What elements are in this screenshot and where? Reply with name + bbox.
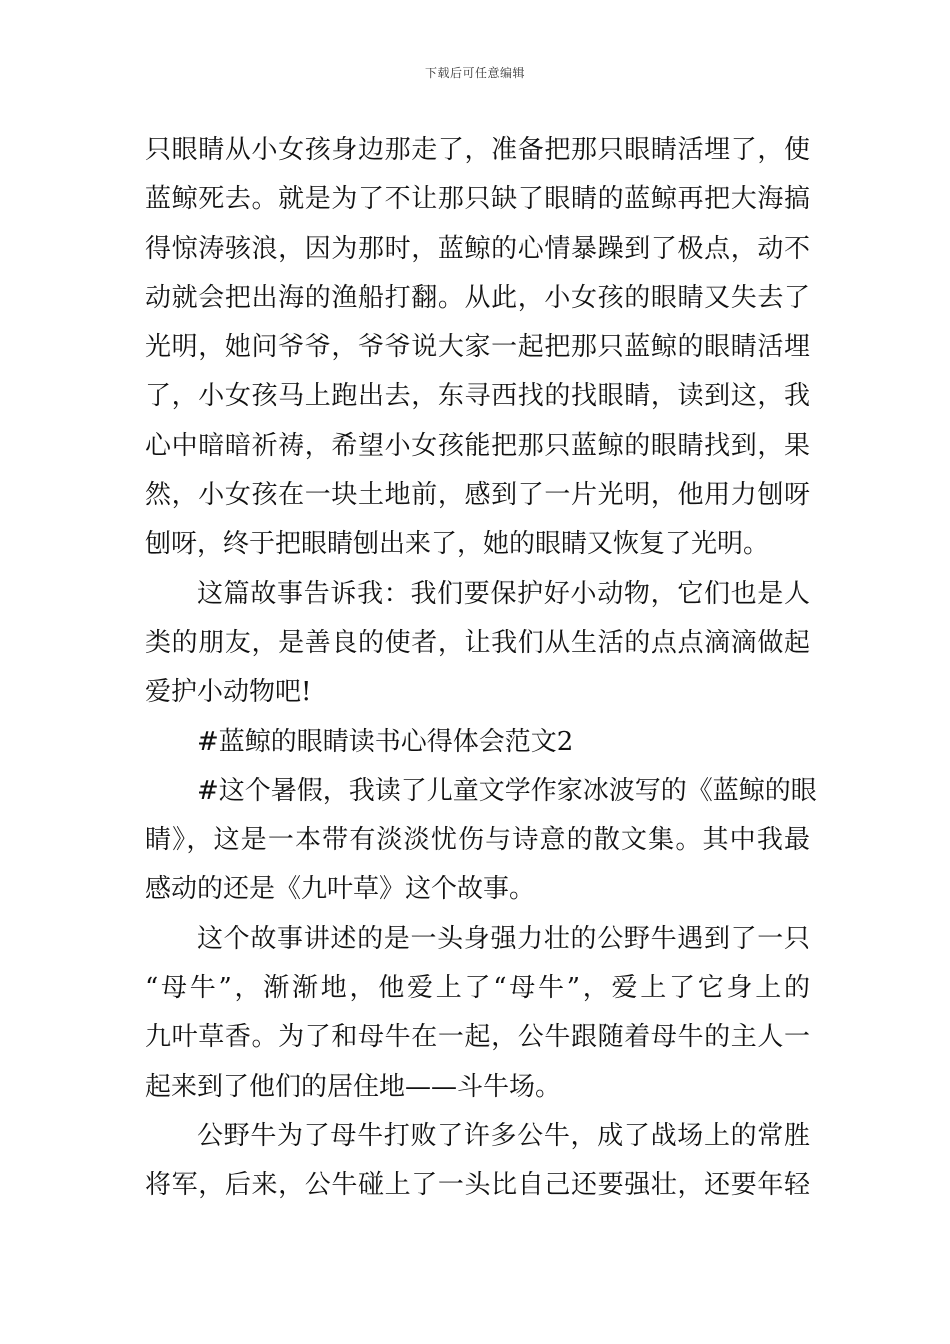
- text-line: 得惊涛骇浪，因为那时，蓝鲸的心情暴躁到了极点，动不: [145, 233, 810, 264]
- text-line: 然，小女孩在一块土地前，感到了一片光明，他用力刨呀: [145, 480, 810, 511]
- text-line: 睛》，这是一本带有淡淡忧伤与诗意的散文集。其中我最: [145, 825, 810, 856]
- text-line: 爱护小动物吧!: [145, 677, 312, 708]
- text-line: 这篇故事告诉我：我们要保护好小动物，它们也是人: [197, 578, 810, 609]
- text-line: 九叶草香。为了和母牛在一起，公牛跟随着母牛的主人一: [145, 1022, 810, 1053]
- text-line: 公野牛为了母牛打败了许多公牛，成了战场上的常胜: [197, 1120, 810, 1151]
- text-line: 这个故事讲述的是一头身强力壮的公野牛遇到了一只: [197, 923, 810, 954]
- text-line: 刨呀，终于把眼睛刨出来了，她的眼睛又恢复了光明。: [145, 529, 770, 560]
- text-line: 只眼睛从小女孩身边那走了，准备把那只眼睛活埋了，使: [145, 135, 810, 165]
- text-line: 了，小女孩马上跑出去，东寻西找的找眼睛，读到这，我: [145, 381, 810, 412]
- text-line: 心中暗暗祈祷，希望小女孩能把那只蓝鲸的眼睛找到，果: [145, 430, 810, 461]
- text-line: 动就会把出海的渔船打翻。从此，小女孩的眼睛又失去了: [145, 282, 810, 313]
- page-header: 下载后可任意编辑: [424, 66, 525, 80]
- text-line: #这个暑假，我读了儿童文学作家冰波写的《蓝鲸的眼: [197, 775, 817, 806]
- text-line: 光明，她问爷爷，爷爷说大家一起把那只蓝鲸的眼睛活埋: [145, 332, 810, 363]
- text-line: 蓝鲸死去。就是为了不让那只缺了眼睛的蓝鲸再把大海搞: [145, 184, 810, 215]
- text-line: 起来到了他们的居住地——斗牛场。: [145, 1071, 562, 1102]
- body-text: [145, 126, 817, 1211]
- text-line: “母牛”，渐渐地，他爱上了“母牛”，爱上了它身上的: [145, 973, 810, 1004]
- text-line: 类的朋友，是善良的使者，让我们从生活的点点滴滴做起: [145, 627, 810, 658]
- text-line: #蓝鲸的眼睛读书心得体会范文2: [197, 726, 574, 757]
- text-line: 感动的还是《九叶草》这个故事。: [145, 874, 536, 905]
- text-line: 将军，后来，公牛碰上了一头比自己还要强壮，还要年轻: [145, 1170, 810, 1201]
